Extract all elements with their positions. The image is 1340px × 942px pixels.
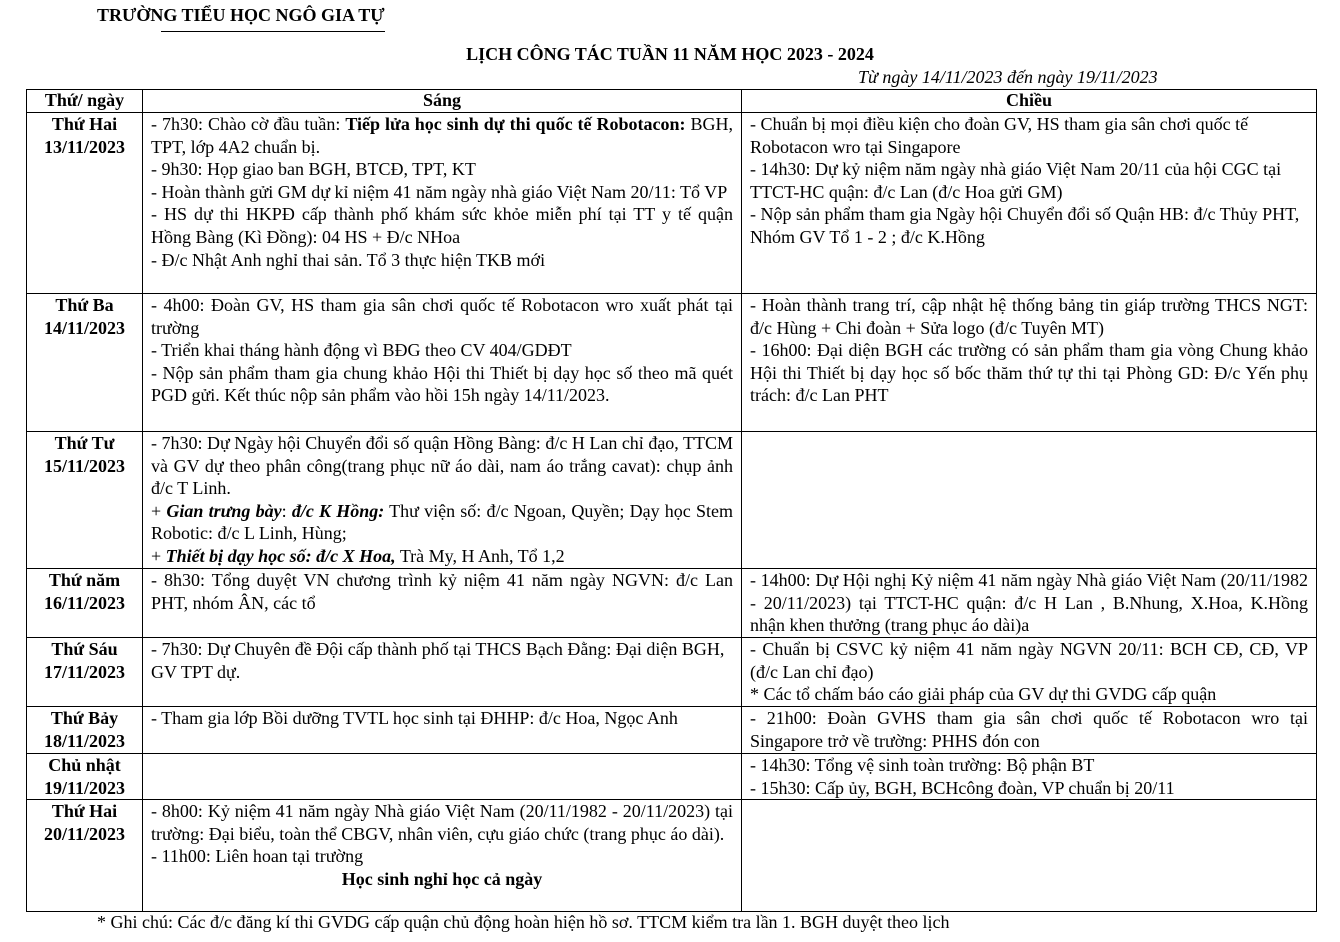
afternoon-cell [742,569,1317,638]
day-name: Thứ Tư [54,433,115,453]
morning-item: - Đ/c Nhật Anh nghỉ thai sản. Tổ 3 thực hiện TKB mới [151,249,546,270]
afternoon-item: - Nộp sản phẩm tham gia Ngày hội Chuyển đổi số Quận HB: đ/c Thủy PHT, Nhóm GV Tổ 1 - 2 ; đ/c K.Hồng [750,204,1300,247]
morning-item: - HS dự thi HKPĐ cấp thành phố khám sức khỏe miễn phí tại TT y tế quận Hồng Bàng (Kì Đồng): 04 HS + Đ/c NHoa [151,204,733,247]
day-name: Thứ Sáu [51,639,118,659]
afternoon-item: - 14h00: Dự Hội nghị Kỷ niệm 41 năm ngày Nhà giáo Việt Nam (20/11/1982 - 20/11/2023) tại TTCT-HC quận: đ/c H Lan , B.Nhung, X.Hoa, K.Hồng nhận khen thưởng (trang phục áo dài)a [750,570,1308,636]
morning-cell [143,432,742,569]
morning-cell [143,113,742,294]
table-row [27,754,1317,800]
afternoon-cell [742,113,1317,294]
day-name: Thứ Ba [55,295,114,315]
schedule-table [26,89,1317,912]
table-row [27,432,1317,569]
morning-item: - 4h00: Đoàn GV, HS tham gia sân chơi quốc tế Robotacon wro xuất phát tại trường [151,295,733,338]
morning-item: - 7h30: Dự Chuyên đề Đội cấp thành phố tại THCS Bạch Đằng: Đại diện BGH, GV TPT dự. [151,639,725,682]
morning-item: - Nộp sản phẩm tham gia chung khảo Hội thi Thiết bị dạy học số theo mã quét PGD gửi. Kết thúc nộp sản phẩm vào hồi 15h ngày 14/11/2023. [151,362,733,406]
item-text: Thư viện số: đ/c Ngoan, Quyền; Dạy học Stem Robotic: đ/c L Linh, Hùng; [151,500,733,544]
item-text: + [151,500,167,521]
footer-note: * Ghi chú: Các đ/c đăng kí thi GVDG cấp quận chủ động hoàn hiện hồ sơ. TTCM kiểm tra lần 1. BGH duyệt theo lịch [97,912,950,932]
afternoon-cell [742,294,1317,432]
afternoon-cell [742,800,1317,912]
afternoon-item: - 16h00: Đại diện BGH các trường có sản phẩm tham gia vòng Chung khảo Hội thi Thiết bị dạy học số bốc thăm thứ tự thi tại Phòng GD: Đ/c Yến phụ trách: đ/c Lan PHT [750,340,1308,406]
day-cell [27,754,143,800]
day-cell [27,800,143,912]
day-name: Thứ Bảy [50,708,119,728]
item-text: BGH, TPT, lớp 4A2 chuẩn bị. [151,114,733,157]
day-cell [27,638,143,707]
afternoon-item: - 21h00: Đoàn GVHS tham gia sân chơi quốc tế Robotacon wro tại Singapore trở về trường: PHHS đón con [750,708,1308,751]
morning-cell [143,707,742,754]
afternoon-item: - Chuẩn bị mọi điều kiện cho đoàn GV, HS tham gia sân chơi quốc tế Robotacon wro tại Singapore [750,114,1249,157]
afternoon-item: * Các tổ chấm báo cáo giải pháp của GV dự thi GVDG cấp quận [750,684,1217,705]
day-name: Chủ nhật [48,755,121,775]
afternoon-item: - 14h30: Dự kỷ niệm năm ngày nhà giáo Việt Nam 20/11 của hội CGC tại TTCT-HC quận: đ/c Lan (đ/c Hoa gửi GM) [750,159,1282,202]
morning-item: - 9h30: Họp giao ban BGH, BTCĐ, TPT, KT [151,159,476,180]
day-name: Thứ năm [48,570,121,590]
day-date: 14/11/2023 [43,317,125,338]
afternoon-item: - 14h30: Tổng vệ sinh toàn trường: Bộ phận BT [750,755,1095,775]
morning-item: - 7h30: Dự Ngày hội Chuyển đổi số quận Hồng Bàng: đ/c H Lan chỉ đạo, TTCM và GV dự theo phân công(trang phục nữ áo dài, nam áo trắng cavat): chụp ảnh đ/c T Linh. [151,433,733,499]
morning-cell [143,800,742,912]
item-text: - 7h30: Chào cờ đầu tuần: [151,114,346,134]
item-text: Trà My, H Anh, Tổ 1,2 [395,545,565,566]
date-range: Từ ngày 14/11/2023 đến ngày 19/11/2023 [858,67,1158,87]
afternoon-item: - Hoàn thành trang trí, cập nhật hệ thống bảng tin giáp trường THCS NGT: đ/c Hùng + Chi đoàn + Sửa logo (đ/c Tuyên MT) [750,295,1308,338]
morning-item: - 8h30: Tổng duyệt VN chương trình kỷ niệm 41 năm ngày NGVN: đ/c Lan PHT, nhóm ÂN, các tổ [151,570,733,613]
morning-item: - Hoàn thành gửi GM dự kỉ niệm 41 năm ngày nhà giáo Việt Nam 20/11: Tổ VP [151,181,728,202]
item-text: + [151,545,166,566]
afternoon-item: - 15h30: Cấp ủy, BGH, BCHcông đoàn, VP chuẩn bị 20/11 [750,777,1175,798]
item-emphasis: Tiếp lửa học sinh dự thi quốc tế Robotacon: [345,114,686,134]
item-emphasis: đ/c K Hồng: [291,500,385,521]
table-row [27,638,1317,707]
header-afternoon: Chiều [742,90,1317,113]
day-date: 17/11/2023 [43,661,125,682]
item-emphasis: Thiết bị dạy học số: đ/c X Hoa, [165,545,396,566]
school-name: TRƯỜNG TIỂU HỌC NGÔ GIA TỰ [97,5,385,25]
day-date: 15/11/2023 [43,455,125,476]
day-cell [27,432,143,569]
day-date: 18/11/2023 [43,730,125,751]
morning-cell [143,754,742,800]
afternoon-item: - Chuẩn bị CSVC kỷ niệm 41 năm ngày NGVN 20/11: BCH CĐ, CĐ, VP (đ/c Lan chỉ đạo) [750,639,1308,682]
morning-item: - 11h00: Liên hoan tại trường [151,846,364,867]
item-text: : [281,500,292,521]
header-day: Thứ/ ngày [27,90,143,113]
day-date: 16/11/2023 [43,592,125,613]
morning-cell [143,294,742,432]
table-row [27,294,1317,432]
item-emphasis: Gian trưng bày [166,500,282,521]
school-underline [161,31,385,32]
table-header-row [27,90,1317,113]
afternoon-cell [742,432,1317,569]
day-date: 20/11/2023 [43,823,125,844]
afternoon-cell [742,707,1317,754]
morning-item [151,113,733,158]
table-row [27,569,1317,638]
morning-item: - Triển khai tháng hành động vì BĐG theo CV 404/GDĐT [151,340,572,361]
day-name: Thứ Hai [51,801,118,822]
day-cell [27,569,143,638]
morning-item: - 8h00: Kỷ niệm 41 năm ngày Nhà giáo Việt Nam (20/11/1982 - 20/11/2023) tại trường: Đại biểu, toàn thể CBGV, nhân viên, cựu giáo chức (trang phục áo dài). [151,801,733,844]
morning-item [151,500,733,545]
day-date: 13/11/2023 [43,136,125,157]
day-name: Thứ Hai [51,114,118,134]
morning-item: - Tham gia lớp Bồi dưỡng TVTL học sinh tại ĐHHP: đ/c Hoa, Ngọc Anh [151,708,678,728]
table-row [27,707,1317,754]
day-cell [27,707,143,754]
header-morning: Sáng [143,90,742,113]
morning-cell [143,638,742,707]
day-cell [27,113,143,294]
schedule-title: LỊCH CÔNG TÁC TUẦN 11 NĂM HỌC 2023 - 2024 [466,44,874,64]
afternoon-cell [742,638,1317,707]
table-row [27,800,1317,912]
morning-item [151,545,733,568]
table-row [27,113,1317,294]
day-cell [27,294,143,432]
day-off-notice: Học sinh nghỉ học cả ngày [341,868,543,889]
morning-cell [143,569,742,638]
afternoon-cell [742,754,1317,800]
day-date: 19/11/2023 [43,777,125,798]
